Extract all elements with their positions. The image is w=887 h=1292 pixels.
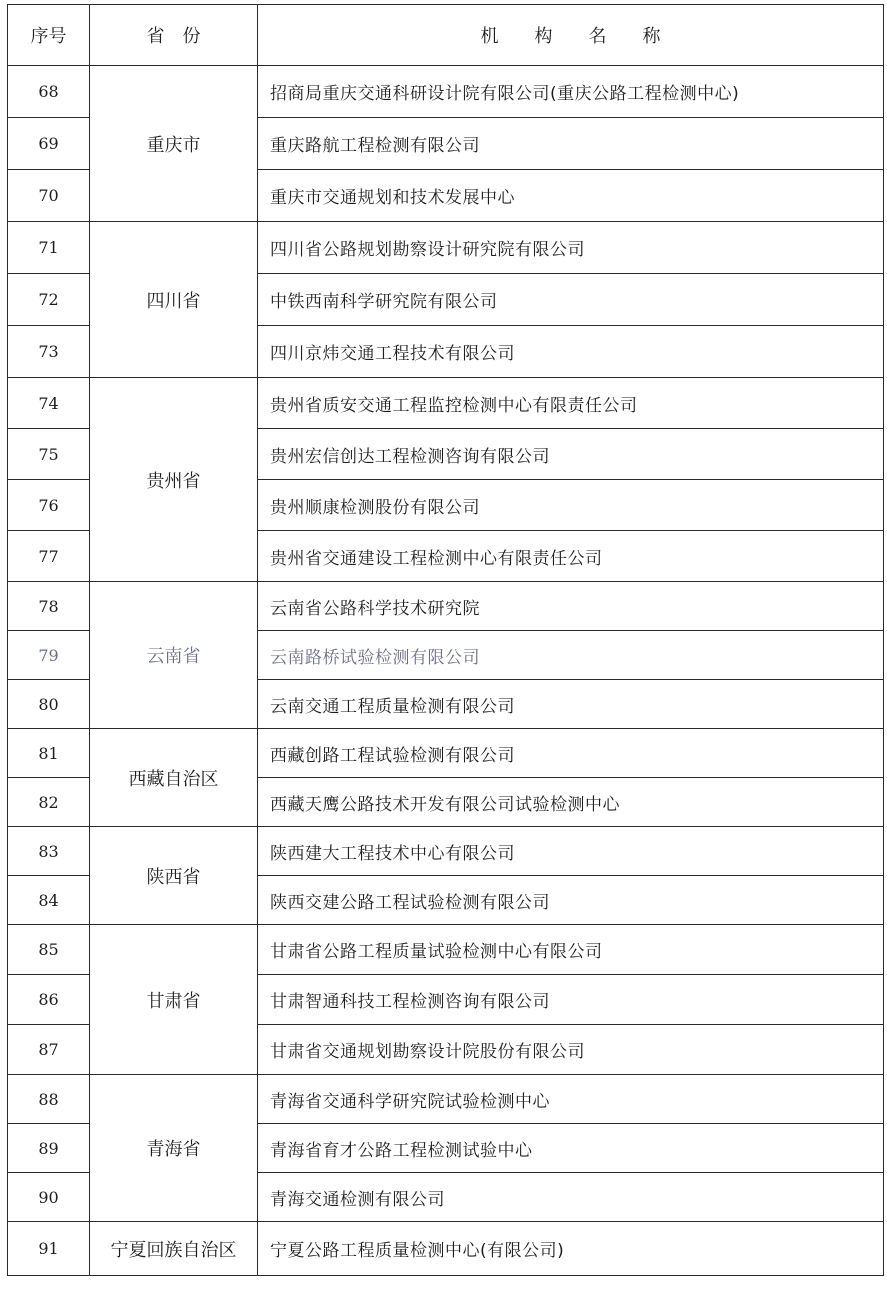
- institution-table: [7, 4, 884, 1276]
- province-cell: 甘肃省: [90, 925, 258, 1075]
- serial-number-cell: 83: [8, 827, 90, 876]
- province-cell: 陕西省: [90, 827, 258, 925]
- header-row: [8, 5, 884, 66]
- institution-name-cell: 陕西交建公路工程试验检测有限公司: [258, 876, 884, 925]
- province-cell: 贵州省: [90, 378, 258, 582]
- institution-name-cell: 云南省公路科学技术研究院: [258, 582, 884, 631]
- institution-name-cell: 重庆市交通规划和技术发展中心: [258, 170, 884, 222]
- institution-name-cell: 陕西建大工程技术中心有限公司: [258, 827, 884, 876]
- serial-number-cell: 68: [8, 66, 90, 118]
- header-province: 省 份: [90, 5, 258, 66]
- table-row: [8, 1075, 884, 1124]
- table-row: [8, 729, 884, 778]
- serial-number-cell: 81: [8, 729, 90, 778]
- table-row: [8, 1222, 884, 1276]
- table-body: [8, 66, 884, 1276]
- table-row: [8, 827, 884, 876]
- header-serial-number: 序号: [8, 5, 90, 66]
- province-cell: 云南省: [90, 582, 258, 729]
- province-cell: 宁夏回族自治区: [90, 1222, 258, 1276]
- institution-name-cell: 宁夏公路工程质量检测中心(有限公司): [258, 1222, 884, 1276]
- institution-name-cell: 贵州省交通建设工程检测中心有限责任公司: [258, 531, 884, 582]
- serial-number-cell: 91: [8, 1222, 90, 1276]
- serial-number-cell: 74: [8, 378, 90, 429]
- province-cell: 青海省: [90, 1075, 258, 1222]
- institution-name-cell: 青海省交通科学研究院试验检测中心: [258, 1075, 884, 1124]
- institution-name-cell: 重庆路航工程检测有限公司: [258, 118, 884, 170]
- serial-number-cell: 77: [8, 531, 90, 582]
- serial-number-cell: 84: [8, 876, 90, 925]
- table-row: [8, 222, 884, 274]
- institution-name-cell: 四川京炜交通工程技术有限公司: [258, 326, 884, 378]
- institution-name-cell: 云南交通工程质量检测有限公司: [258, 680, 884, 729]
- table-row: [8, 582, 884, 631]
- institution-name-cell: 甘肃省公路工程质量试验检测中心有限公司: [258, 925, 884, 975]
- institution-name-cell: 西藏天鹰公路技术开发有限公司试验检测中心: [258, 778, 884, 827]
- serial-number-cell: 85: [8, 925, 90, 975]
- serial-number-cell: 88: [8, 1075, 90, 1124]
- institution-name-cell: 招商局重庆交通科研设计院有限公司(重庆公路工程检测中心): [258, 66, 884, 118]
- institution-name-cell: 青海省育才公路工程检测试验中心: [258, 1124, 884, 1173]
- serial-number-cell: 71: [8, 222, 90, 274]
- header-institution-name: 机 构 名 称: [258, 5, 884, 66]
- institution-name-cell: 甘肃省交通规划勘察设计院股份有限公司: [258, 1025, 884, 1075]
- serial-number-cell: 79: [8, 631, 90, 680]
- serial-number-cell: 76: [8, 480, 90, 531]
- institution-name-cell: 青海交通检测有限公司: [258, 1173, 884, 1222]
- serial-number-cell: 90: [8, 1173, 90, 1222]
- serial-number-cell: 80: [8, 680, 90, 729]
- serial-number-cell: 82: [8, 778, 90, 827]
- institution-name-cell: 四川省公路规划勘察设计研究院有限公司: [258, 222, 884, 274]
- province-cell: 四川省: [90, 222, 258, 378]
- serial-number-cell: 89: [8, 1124, 90, 1173]
- province-cell: 重庆市: [90, 66, 258, 222]
- institution-name-cell: 甘肃智通科技工程检测咨询有限公司: [258, 975, 884, 1025]
- institution-name-cell: 贵州省质安交通工程监控检测中心有限责任公司: [258, 378, 884, 429]
- serial-number-cell: 70: [8, 170, 90, 222]
- serial-number-cell: 72: [8, 274, 90, 326]
- table-row: [8, 925, 884, 975]
- institution-name-cell: 贵州宏信创达工程检测咨询有限公司: [258, 429, 884, 480]
- table-row: [8, 66, 884, 118]
- serial-number-cell: 87: [8, 1025, 90, 1075]
- institution-name-cell: 中铁西南科学研究院有限公司: [258, 274, 884, 326]
- table-row: [8, 378, 884, 429]
- serial-number-cell: 78: [8, 582, 90, 631]
- serial-number-cell: 69: [8, 118, 90, 170]
- serial-number-cell: 75: [8, 429, 90, 480]
- serial-number-cell: 86: [8, 975, 90, 1025]
- institution-name-cell: 西藏创路工程试验检测有限公司: [258, 729, 884, 778]
- institution-name-cell: 贵州顺康检测股份有限公司: [258, 480, 884, 531]
- serial-number-cell: 73: [8, 326, 90, 378]
- institution-name-cell: 云南路桥试验检测有限公司: [258, 631, 884, 680]
- province-cell: 西藏自治区: [90, 729, 258, 827]
